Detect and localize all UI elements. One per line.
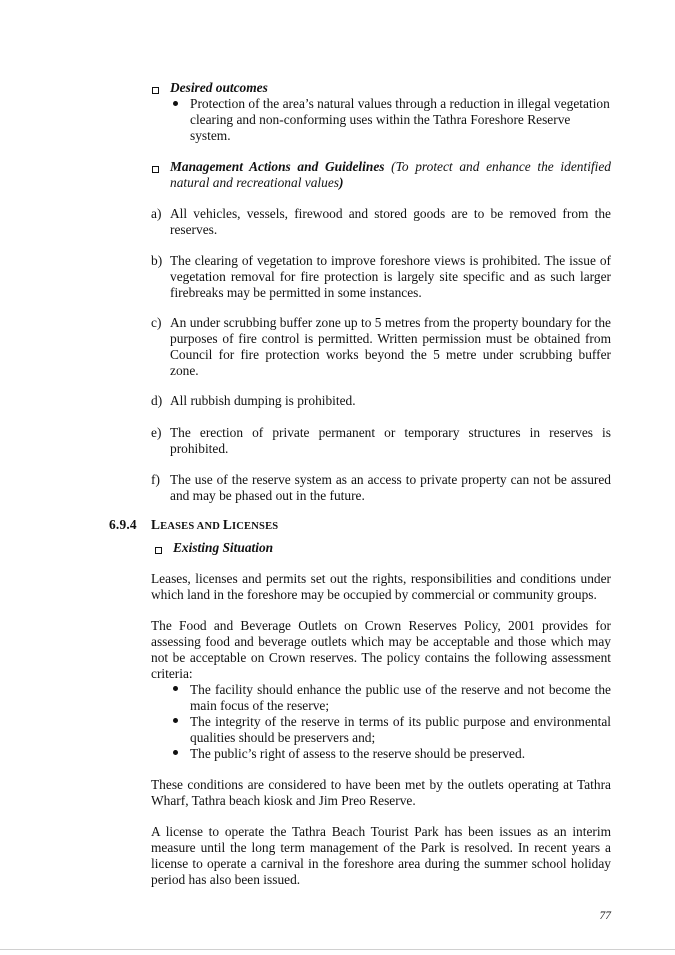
criteria-bullet: The public’s right of assess to the reserve should be preserved. <box>190 746 526 761</box>
existing-situation-heading: Existing Situation <box>173 540 274 555</box>
bullet-icon <box>173 101 178 106</box>
item-text: An under scrubbing buffer zone up to 5 metres from the property boundary for the purposes of fire control is permitted. Written permission must be obtained from Council for fire protection works beyond the 5 metre under scrubbing buffer zone. <box>170 315 611 378</box>
bullet-icon <box>173 718 178 723</box>
item-text: The clearing of vegetation to improve foreshore views is prohibited. The issue of vegetation removal for fire protection is largely site specific and as such larger firebreaks may be permitted in some instances. <box>170 253 611 300</box>
management-heading-subtitle: (To protect and enhance the identified natural and recreational values <box>170 159 611 190</box>
management-heading-close: ) <box>338 175 344 190</box>
bullet-icon <box>173 750 178 755</box>
section-number: 6.9.4 <box>109 517 137 532</box>
management-heading-title: Management Actions and Guidelines <box>170 159 385 174</box>
item-label: e) <box>151 425 162 440</box>
item-label: d) <box>151 393 163 408</box>
item-label: b) <box>151 253 163 268</box>
criteria-bullet: The integrity of the reserve in terms of its public purpose and environmental qualities should be preservers and; <box>190 714 611 745</box>
item-text: The erection of private permanent or temporary structures in reserves is prohibited. <box>170 425 611 456</box>
checkbox-bullet-icon <box>155 547 162 554</box>
item-label: f) <box>151 472 160 487</box>
desired-outcomes-bullet: Protection of the area’s natural values through a reduction in illegal vegetation clearing and non-conforming uses within the Tathra Foreshore Reserve system. <box>190 96 610 143</box>
item-text: All vehicles, vessels, firewood and stored goods are to be removed from the reserves. <box>170 206 611 237</box>
section-title: LEASES AND LICENSES <box>151 517 279 532</box>
page-divider <box>0 949 675 950</box>
paragraph: Leases, licenses and permits set out the rights, responsibilities and conditions under which land in the foreshore may be occupied by commercial or community groups. <box>151 571 611 602</box>
item-label: a) <box>151 206 162 221</box>
management-heading <box>170 159 611 191</box>
checkbox-bullet-icon <box>152 87 159 94</box>
criteria-bullet: The facility should enhance the public use of the reserve and not become the main focus of the reserve; <box>190 682 611 713</box>
paragraph: The Food and Beverage Outlets on Crown Reserves Policy, 2001 provides for assessing food and beverage outlets which may be acceptable and those which may not be acceptable on Crown reserves. The policy contains the following assessment criteria: <box>151 618 611 681</box>
page-number: 77 <box>599 910 611 922</box>
desired-outcomes-heading: Desired outcomes <box>170 80 268 95</box>
item-text: All rubbish dumping is prohibited. <box>170 393 356 408</box>
paragraph: A license to operate the Tathra Beach Tourist Park has been issues as an interim measure until the long term management of the Park is resolved. In recent years a license to operate a carnival in the foreshore area during the summer school holiday period has also been issued. <box>151 824 611 887</box>
item-label: c) <box>151 315 162 330</box>
checkbox-bullet-icon <box>152 166 159 173</box>
bullet-icon <box>173 686 178 691</box>
paragraph: These conditions are considered to have been met by the outlets operating at Tathra Wharf, Tathra beach kiosk and Jim Preo Reserve. <box>151 777 611 808</box>
item-text: The use of the reserve system as an access to private property can not be assured and may be phased out in the future. <box>170 472 611 503</box>
